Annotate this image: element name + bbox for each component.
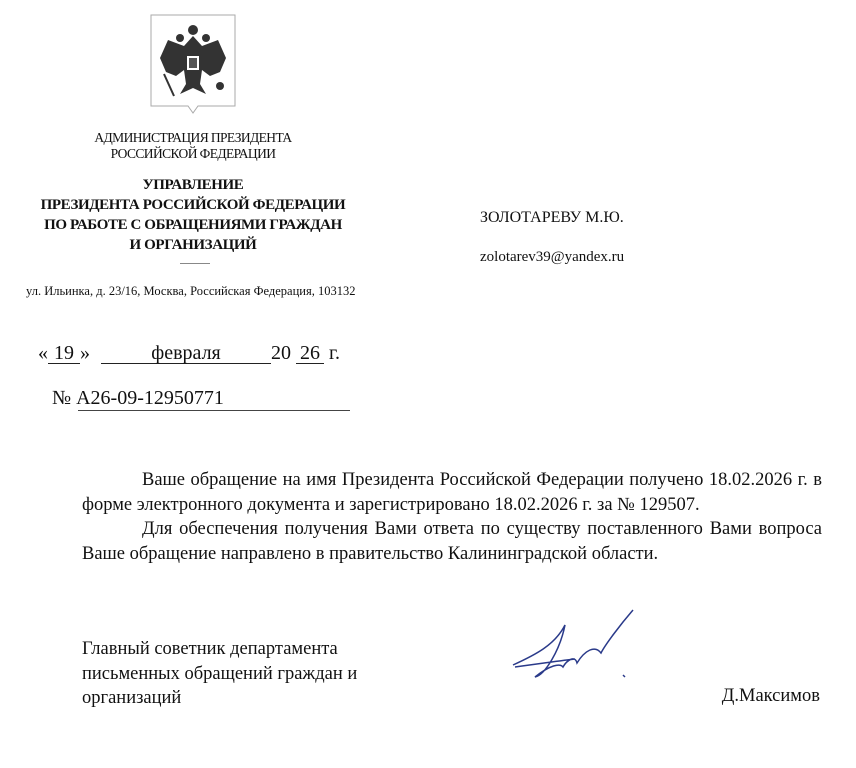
divider bbox=[180, 263, 210, 264]
signatory-position: Главный советник департамента письменных обращений граждан и организаций bbox=[82, 639, 358, 708]
date-day: 19 bbox=[48, 343, 80, 364]
paragraph: Для обеспечения получения Вами ответа по существу поставленного Вами вопроса Ваше обращение направлено в правительство Калининградской области. bbox=[82, 519, 822, 564]
recipient-email: zolotarev39@yandex.ru bbox=[480, 249, 625, 265]
coat-of-arms-emblem bbox=[150, 14, 236, 114]
date-month: февраля bbox=[101, 343, 271, 364]
department-name: УПРАВЛЕНИЕ ПРЕЗИДЕНТА РОССИЙСКОЙ ФЕДЕРАЦИИ ПО РАБОТЕ С ОБРАЩЕНИЯМИ ГРАЖДАН И ОРГАНИЗАЦИЙ bbox=[40, 177, 346, 253]
sender-address: ул. Ильинка, д. 23/16, Москва, Российская Федерация, 103132 bbox=[26, 284, 356, 298]
handwritten-signature bbox=[505, 605, 640, 690]
letter-number: № А26-09-12950771 bbox=[52, 387, 224, 409]
number-underline bbox=[78, 410, 350, 411]
administration-name: АДМИНИСТРАЦИЯ ПРЕЗИДЕНТА РОССИЙСКОЙ ФЕДЕРАЦИИ bbox=[94, 130, 292, 161]
signatory-name: Д.Максимов bbox=[721, 686, 820, 706]
date-year: 26 bbox=[296, 343, 324, 364]
letter-date: « 19 » февраля 20 26 г. bbox=[38, 342, 340, 364]
paragraph: Ваше обращение на имя Президента Российской Федерации получено 18.02.2026 г. в форме электронного документа и зарегистрировано 18.02.2026 г. за № 129507. bbox=[82, 470, 822, 515]
recipient-name: ЗОЛОТАРЕВУ М.Ю. bbox=[480, 209, 624, 226]
letter-body bbox=[82, 468, 822, 566]
